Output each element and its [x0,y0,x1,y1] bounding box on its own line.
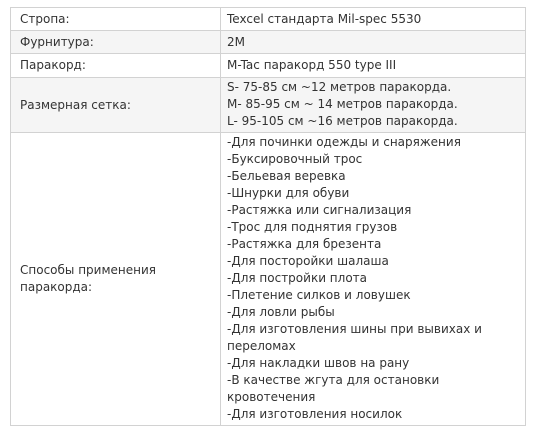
spec-row-hardware [11,31,526,54]
spec-label: Размерная сетка: [11,78,221,133]
spec-value [221,31,526,54]
use-item: -Растяжка или сигнализация [227,203,412,217]
spec-value [221,78,526,133]
specifications-table [10,7,526,426]
use-item: -Трос для поднятия грузов [227,220,398,234]
use-item: -Для изготовления шины при вывихах и переломах [227,322,482,353]
size-line-l: L- 95-105 см ~16 метров паракорда. [227,114,458,128]
use-item: -Для посторойки шалаша [227,254,389,268]
use-item: -Для починки одежды и снаряжения [227,135,461,149]
use-item: -Бельевая веревка [227,169,346,183]
spec-row-paracord [11,54,526,78]
use-item: -Буксировочный трос [227,152,363,166]
spec-row-uses [11,133,526,426]
use-item: -В качестве жгута для остановки кровотечения [227,373,440,404]
spec-label: Фурнитура: [11,31,221,54]
spec-value-line: Texcel стандарта Mil-spec 5530 [227,11,422,26]
use-item: -Для ловли рыбы [227,305,335,319]
use-item: -Растяжка для брезента [227,237,382,251]
spec-value [221,133,526,426]
spec-row-strap [11,8,526,31]
spec-value-line: 2М [227,34,245,49]
spec-label: Стропа: [11,8,221,31]
spec-value-line: M-Tac паракорд 550 type III [227,58,397,72]
use-item: -Для накладки швов на рану [227,356,410,370]
use-item: -Шнурки для обуви [227,186,350,200]
use-item: -Для постройки плота [227,271,368,285]
spec-label: Паракорд: [11,54,221,78]
spec-value [221,54,526,78]
spec-label: Способы применения паракорда: [11,133,221,426]
size-line-m: M- 85-95 см ~ 14 метров паракорда. [227,97,458,111]
size-line-s: S- 75-85 см ~12 метров паракорда. [227,80,452,94]
spec-row-size-chart [11,78,526,133]
use-item: -Для изготовления носилок [227,407,403,421]
spec-value [221,8,526,31]
use-item: -Плетение силков и ловушек [227,288,411,302]
